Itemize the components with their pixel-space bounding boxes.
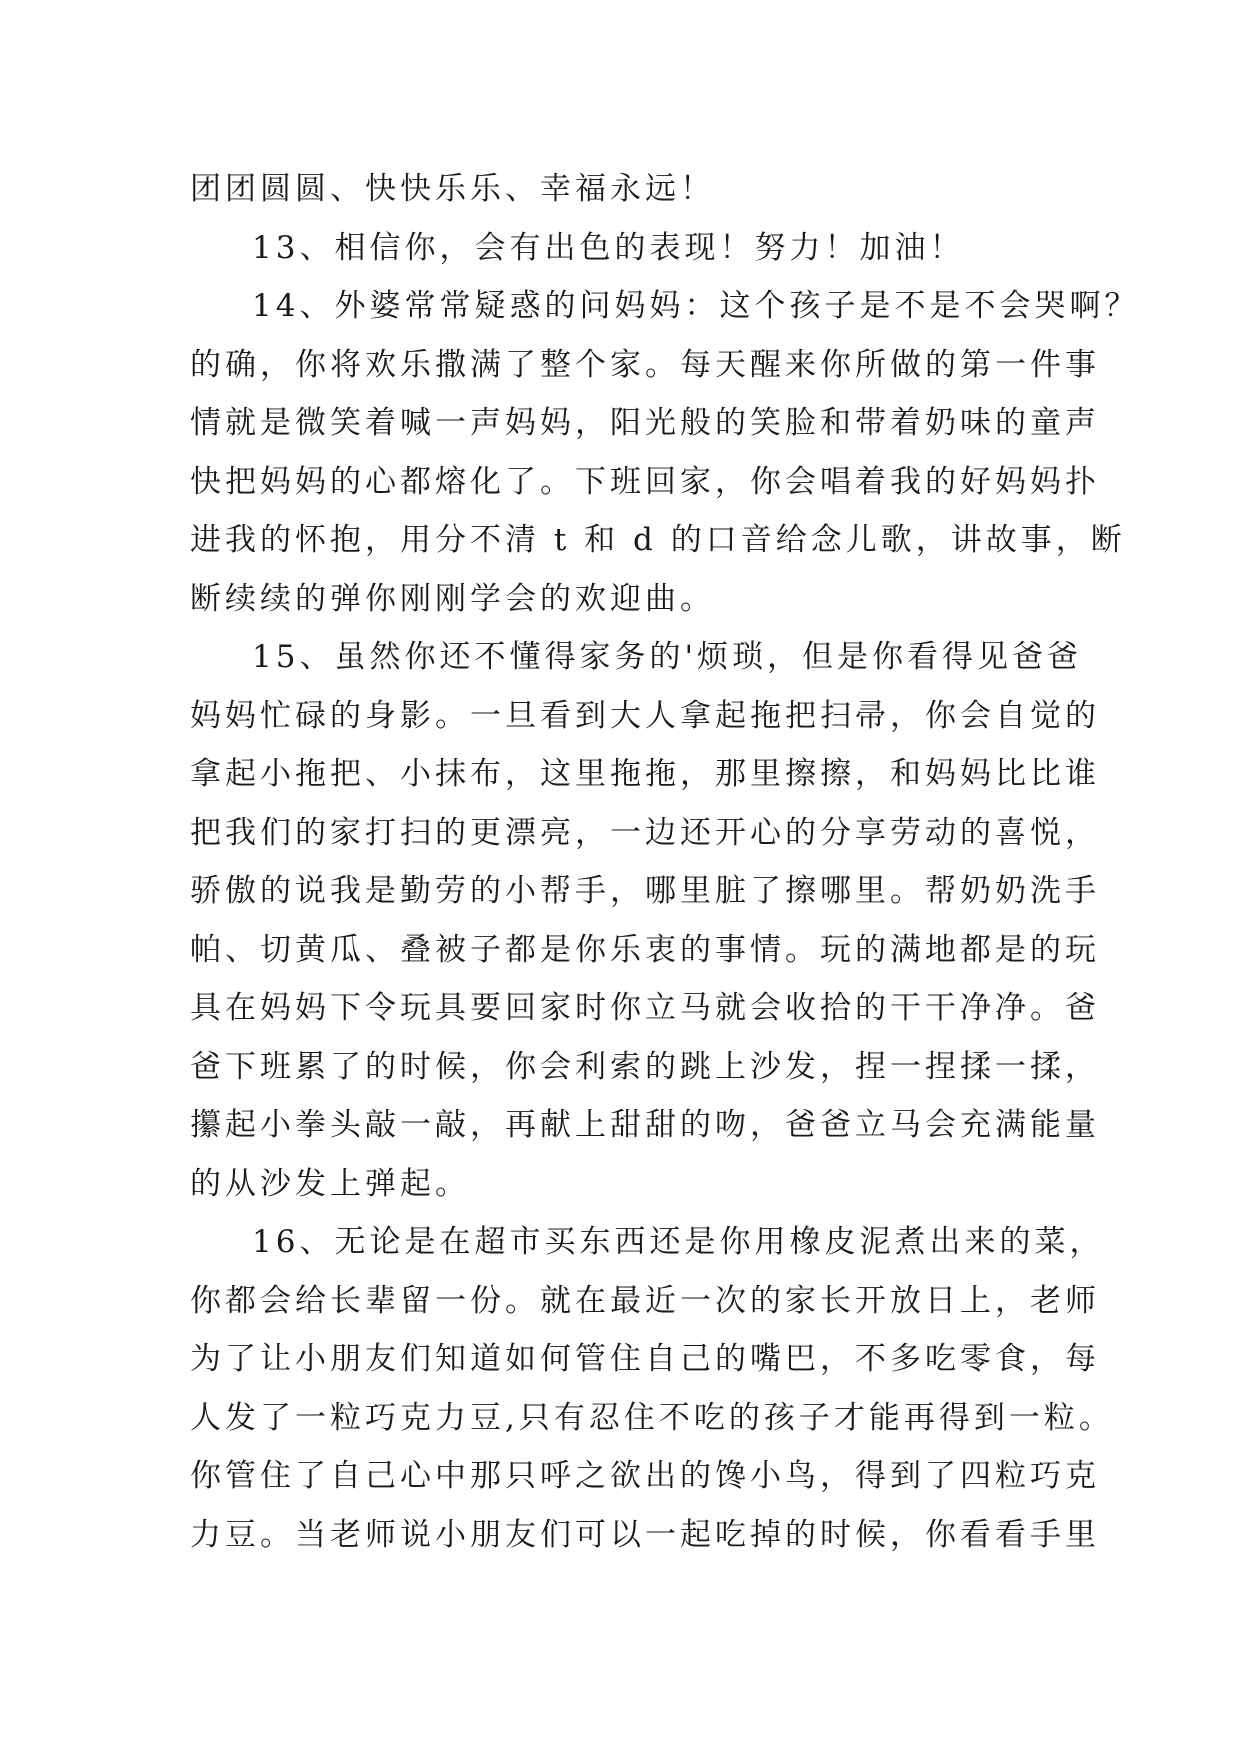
text-line: 的确，你将欢乐撒满了整个家。每天醒来你所做的第一件事	[190, 346, 1100, 383]
text-line: 断续续的弹你刚刚学会的欢迎曲。	[190, 580, 715, 617]
text-line: 骄傲的说我是勤劳的小帮手，哪里脏了擦哪里。帮奶奶洗手	[190, 873, 1100, 909]
text-line: 人发了一粒巧克力豆,只有忍住不吃的孩子才能再得到一粒。	[190, 1399, 1114, 1436]
text-line: 把我们的家打扫的更漂亮，一边还开心的分享劳动的喜悦，	[190, 814, 1100, 851]
text-line: 具在妈妈下令玩具要回家时你立马就会收拾的干干净净。爸	[190, 990, 1100, 1026]
text-line: 情就是微笑着喊一声妈妈，阳光般的笑脸和带着奶味的童声	[190, 405, 1100, 441]
text-line: 进我的怀抱，用分不清 t 和 d 的口音给念儿歌，讲故事，断	[190, 522, 1126, 558]
paragraph-15-line: 15、虽然你还不懂得家务的'烦琐，但是你看得见爸爸	[252, 639, 1082, 675]
text-line: 的从沙发上弹起。	[190, 1165, 470, 1202]
paragraph-14-line: 14、外婆常常疑惑的问妈妈：这个孩子是不是不会哭啊？	[252, 288, 1140, 324]
text-line: 你管住了自己心中那只呼之欲出的馋小鸟，得到了四粒巧克	[190, 1458, 1100, 1494]
document-body	[190, 160, 1140, 1564]
text-line: 力豆。当老师说小朋友们可以一起吃掉的时候，你看看手里	[190, 1516, 1100, 1553]
paragraph-16-line: 16、无论是在超市买东西还是你用橡皮泥煮出来的菜，	[252, 1224, 1105, 1260]
text-line: 帕、切黄瓜、叠被子都是你乐衷的事情。玩的满地都是的玩	[190, 931, 1100, 968]
text-line: 为了让小朋友们知道如何管住自己的嘴巴，不多吃零食，每	[190, 1341, 1100, 1377]
text-line: 你都会给长辈留一份。就在最近一次的家长开放日上，老师	[190, 1282, 1100, 1319]
text-line: 拿起小拖把、小抹布，这里拖拖，那里擦擦，和妈妈比比谁	[190, 756, 1100, 792]
paragraph-13-line: 13、相信你，会有出色的表现！努力！加油！	[252, 229, 965, 266]
text-line: 妈妈忙碌的身影。一旦看到大人拿起拖把扫帚，你会自觉的	[190, 697, 1100, 734]
text-line: 攥起小拳头敲一敲，再献上甜甜的吻，爸爸立马会充满能量	[190, 1107, 1100, 1143]
text-line: 团团圆圆、快快乐乐、幸福永远！	[190, 171, 715, 207]
text-line: 爸下班累了的时候，你会利索的跳上沙发，捏一捏揉一揉，	[190, 1048, 1100, 1085]
text-line: 快把妈妈的心都熔化了。下班回家，你会唱着我的好妈妈扑	[190, 463, 1100, 500]
